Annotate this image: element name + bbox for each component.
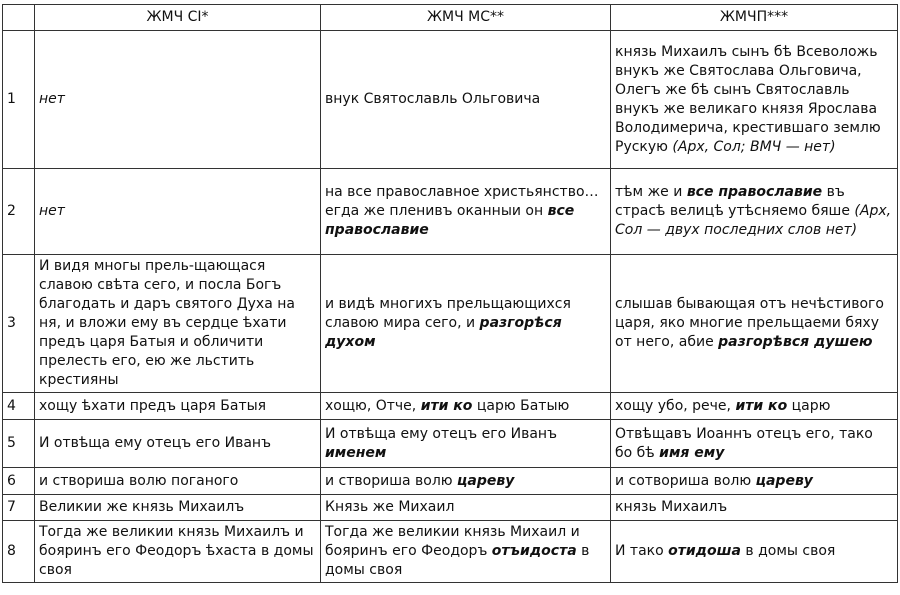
cell-ci [35, 495, 321, 521]
highlight-text: ити ко [735, 397, 788, 414]
row-number: 8 [3, 521, 35, 583]
cell-text: Отвѣщавъ Иоаннъ отецъ его, тако бо бѣ [615, 425, 873, 461]
cell-text: въ страсѣ велицѣ утѣсняемо бяше [615, 184, 855, 219]
cell-text: царю [787, 397, 831, 414]
row-number: 7 [3, 495, 35, 521]
note-text: нет [39, 203, 65, 219]
table-row [3, 521, 898, 583]
cell-text: и видѣ многихъ прельщающихся славою мира сего, и [325, 296, 571, 331]
header-jmch-ci: ЖМЧ CI* [35, 5, 321, 31]
highlight-text: отъидоста [491, 543, 577, 559]
row-number: 5 [3, 420, 35, 468]
cell-text: тѣм же и [615, 184, 687, 200]
cell-text: хощу убо, рече, [615, 397, 736, 414]
cell-p [611, 31, 898, 169]
cell-text: И видя многы прель-щающася славою свѣта сего, и посла Богъ благодать и даръ святого Духа на ня, и вложи ему въ сердце ѣхати предъ царя Батыя и обличити прелесть его, ею же льстить крестияны [39, 258, 295, 388]
cell-text: Великии же князь Михаилъ [39, 499, 245, 515]
header-row [3, 5, 898, 31]
cell-ci [35, 420, 321, 468]
highlight-text: цареву [457, 472, 515, 489]
cell-ci [35, 521, 321, 583]
cell-ms [321, 255, 611, 393]
cell-p [611, 393, 898, 420]
comparison-table [2, 4, 898, 583]
cell-ms [321, 468, 611, 495]
highlight-text: ити ко [420, 397, 473, 414]
note-text: (Арх, Сол; ВМЧ — нет) [672, 138, 836, 155]
table-row [3, 495, 898, 521]
row-number: 2 [3, 169, 35, 255]
cell-text: и сотвориша волю [615, 472, 756, 489]
cell-text: князь Михаилъ [615, 499, 728, 515]
table-row [3, 31, 898, 169]
header-num [3, 5, 35, 31]
cell-text: слышав бывающая отъ нечѣстивого царя, яко многие прельщаеми бяху от него, абие [615, 296, 884, 350]
cell-text: И тако [615, 543, 669, 559]
header-jmch-ms: ЖМЧ МС** [321, 5, 611, 31]
highlight-text: отидоша [668, 543, 741, 559]
note-text: (Арх, Сол — двух последних слов нет) [615, 203, 892, 238]
cell-ms [321, 169, 611, 255]
cell-ci [35, 468, 321, 495]
cell-text: и створиша волю [325, 472, 458, 489]
cell-text: в домы своя [740, 543, 836, 559]
highlight-text: все православие [686, 184, 823, 200]
row-number: 4 [3, 393, 35, 420]
cell-p [611, 420, 898, 468]
cell-text: внук Святославль Ольговича [325, 91, 541, 107]
table-row [3, 420, 898, 468]
table-row [3, 393, 898, 420]
highlight-text: цареву [755, 472, 813, 489]
highlight-text: имя ему [659, 444, 725, 461]
table-row [3, 255, 898, 393]
cell-text: князь Михаилъ сынъ бѣ Всеволожь внукъ же Святослава Ольговича, Олегъ же бѣ сынъ Святославль внукъ же великаго князя Ярослава Володимерича, крестившаго землю Рускую [615, 43, 881, 155]
row-number: 3 [3, 255, 35, 393]
cell-ms [321, 495, 611, 521]
cell-ms [321, 420, 611, 468]
cell-text: и створиша волю поганого [39, 472, 239, 489]
cell-ms [321, 393, 611, 420]
cell-text: царю Батыю [472, 397, 570, 414]
highlight-text: разгорѣся духом [325, 315, 562, 350]
cell-ci [35, 255, 321, 393]
note-text: нет [39, 91, 65, 107]
cell-text: И отвѣща ему отецъ его Иванъ [39, 435, 271, 451]
header-jmchp: ЖМЧП*** [611, 5, 898, 31]
cell-text: в домы своя [325, 543, 590, 578]
highlight-text: разгорѣвся душею [718, 334, 873, 350]
cell-text: на все православное христьянство… егда же пленивъ оканныи он [325, 184, 599, 219]
cell-text: хощю, Отче, [325, 397, 421, 414]
cell-p [611, 495, 898, 521]
cell-text: И отвѣща ему отецъ его Иванъ [325, 425, 557, 442]
cell-ci [35, 393, 321, 420]
cell-text: хощу ѣхати предъ царя Батыя [39, 397, 267, 414]
row-number: 6 [3, 468, 35, 495]
cell-text: Тогда же великии князь Михаилъ и бояринъ его Феодоръ ѣхаста в домы своя [39, 524, 314, 578]
cell-p [611, 521, 898, 583]
row-number: 1 [3, 31, 35, 169]
cell-ms [321, 31, 611, 169]
cell-ci [35, 169, 321, 255]
highlight-text: все православие [325, 203, 575, 238]
cell-ms [321, 521, 611, 583]
cell-ci [35, 31, 321, 169]
table-row [3, 169, 898, 255]
cell-p [611, 255, 898, 393]
cell-text: Тогда же великии князь Михаил и бояринъ его Феодоръ [325, 524, 580, 559]
cell-text: Князь же Михаил [325, 499, 455, 515]
highlight-text: именем [325, 444, 387, 461]
cell-p [611, 169, 898, 255]
cell-p [611, 468, 898, 495]
table-row [3, 468, 898, 495]
